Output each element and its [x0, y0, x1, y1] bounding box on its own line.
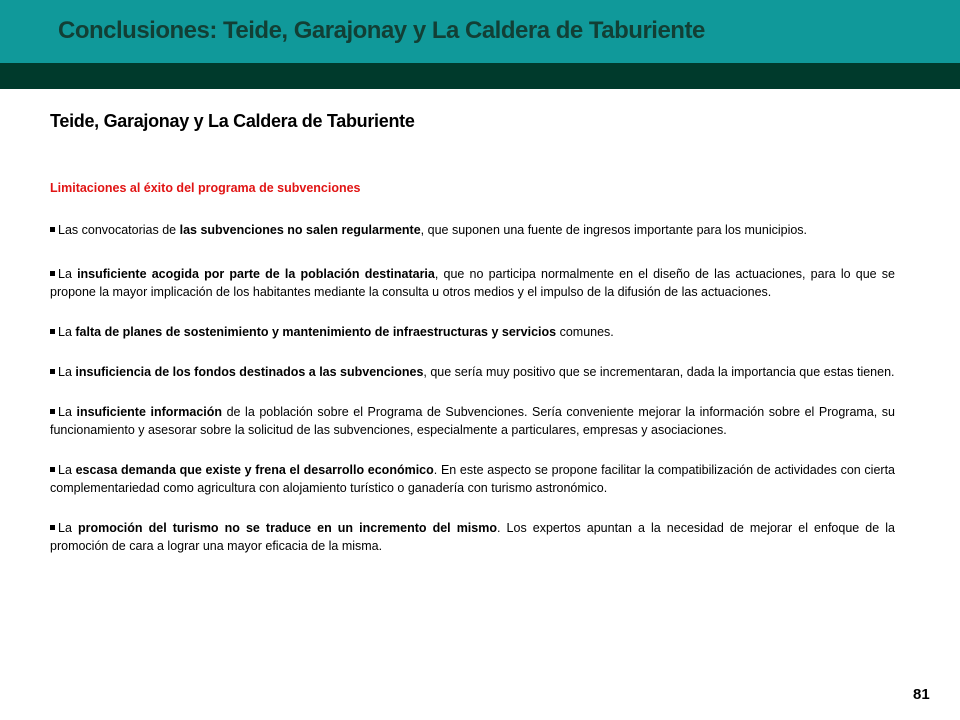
bullet-text: comunes. — [556, 325, 614, 339]
square-bullet-icon — [50, 467, 55, 472]
header-band — [0, 0, 960, 63]
bullet-list — [50, 221, 895, 555]
square-bullet-icon — [50, 227, 55, 232]
bullet-emphasis: insuficiente información — [76, 405, 223, 419]
bullet-emphasis: insuficiente acogida por parte de la población destinataria — [77, 267, 435, 281]
page-number: 81 — [913, 686, 930, 703]
bullet-text: La — [58, 325, 76, 339]
bullet-text: . Los expertos apuntan a la necesidad de mejorar el enfoque de la promoción de cara a lograr una mayor eficacia de la misma. — [50, 521, 895, 553]
bullet-text: La — [58, 267, 78, 281]
slide-subtitle: Teide, Garajonay y La Caldera de Taburiente — [50, 111, 415, 131]
bullet-text: La — [58, 521, 78, 535]
bullet-emphasis: las subvenciones no salen regularmente — [179, 223, 421, 237]
bullet-item — [50, 461, 895, 497]
bullet-emphasis: insuficiencia de los fondos destinados a las subvenciones — [75, 365, 424, 379]
bullet-text: . En este aspecto se propone facilitar la compatibilización de actividades con cierta complementariedad como agricultura con alojamiento turístico o ganadería con turismo astronómico. — [50, 463, 896, 495]
square-bullet-icon — [50, 525, 55, 530]
bullet-text: de la población sobre el Programa de Subvenciones. Sería conveniente mejorar la información sobre el Programa, su funcionamiento y asesorar sobre la solicitud de las subvenciones, especialmente a particulares, empresas y asociaciones. — [50, 405, 895, 437]
bullet-item — [50, 265, 895, 301]
bullet-emphasis: escasa demanda que existe y frena el desarrollo económico — [75, 463, 434, 477]
square-bullet-icon — [50, 271, 55, 276]
bullet-item — [50, 323, 895, 341]
bullet-text: La — [58, 365, 76, 379]
bullet-item — [50, 363, 895, 381]
square-bullet-icon — [50, 329, 55, 334]
bullet-text: , que suponen una fuente de ingresos importante para los municipios. — [420, 223, 808, 237]
bullet-text: Las convocatorias de — [58, 223, 180, 237]
bullet-text: La — [58, 463, 76, 477]
bullet-emphasis: falta de planes de sostenimiento y mantenimiento de infraestructuras y servicios — [75, 325, 557, 339]
bullet-emphasis: promoción del turismo no se traduce en un incremento del mismo — [77, 521, 497, 535]
bullet-text: , que no participa normalmente en el diseño de las actuaciones, para lo que se propone la mayor implicación de los habitantes mediante la consulta u otros medios y el impulso de la difusión de las actuaciones. — [50, 267, 895, 299]
section-heading: Limitaciones al éxito del programa de subvenciones — [50, 181, 361, 195]
header-dark-bar — [0, 63, 960, 89]
page-title: Conclusiones: Teide, Garajonay y La Caldera de Taburiente — [58, 17, 705, 44]
bullet-item — [50, 519, 895, 555]
bullet-item — [50, 221, 895, 239]
bullet-text: La — [58, 405, 77, 419]
square-bullet-icon — [50, 409, 55, 414]
square-bullet-icon — [50, 369, 55, 374]
bullet-item — [50, 403, 895, 439]
bullet-text: , que sería muy positivo que se incrementaran, dada la importancia que estas tienen. — [423, 365, 895, 379]
